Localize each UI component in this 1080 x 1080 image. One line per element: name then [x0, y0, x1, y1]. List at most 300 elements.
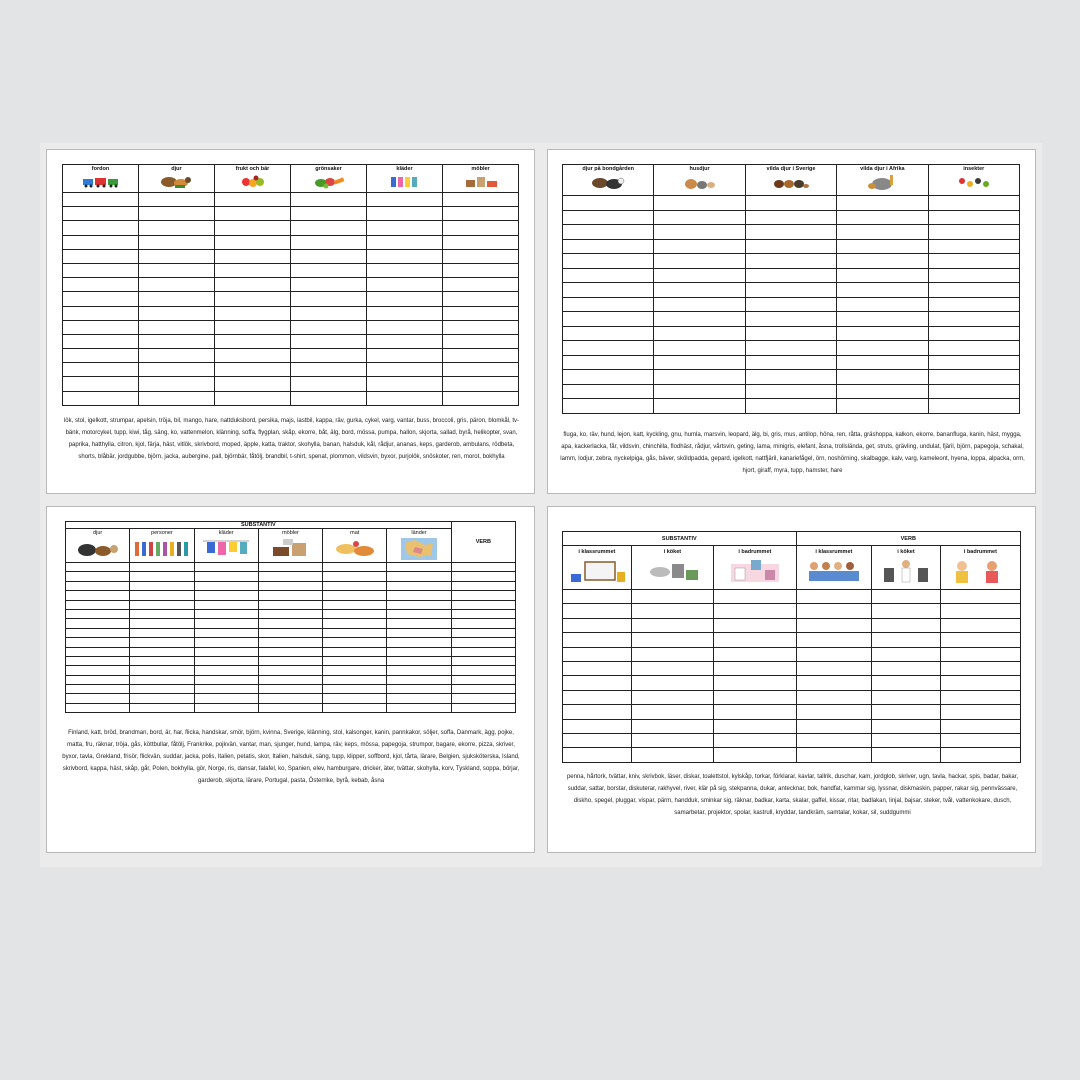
answer-cell[interactable]: [451, 703, 515, 712]
answer-cell[interactable]: [66, 638, 130, 647]
answer-cell[interactable]: [194, 647, 258, 656]
answer-cell[interactable]: [66, 666, 130, 675]
answer-cell[interactable]: [63, 349, 139, 363]
answer-cell[interactable]: [451, 647, 515, 656]
answer-cell[interactable]: [194, 581, 258, 590]
answer-cell[interactable]: [714, 590, 796, 604]
answer-cell[interactable]: [291, 349, 367, 363]
answer-cell[interactable]: [323, 600, 387, 609]
answer-cell[interactable]: [563, 210, 654, 225]
answer-cell[interactable]: [796, 690, 872, 704]
answer-cell[interactable]: [387, 600, 451, 609]
answer-cell[interactable]: [451, 694, 515, 703]
answer-cell[interactable]: [387, 675, 451, 684]
answer-cell[interactable]: [215, 263, 291, 277]
answer-cell[interactable]: [872, 618, 941, 632]
answer-cell[interactable]: [928, 239, 1019, 254]
answer-cell[interactable]: [215, 320, 291, 334]
answer-cell[interactable]: [63, 263, 139, 277]
answer-cell[interactable]: [796, 661, 872, 675]
answer-cell[interactable]: [367, 292, 443, 306]
answer-cell[interactable]: [66, 591, 130, 600]
answer-cell[interactable]: [745, 225, 836, 240]
answer-cell[interactable]: [872, 661, 941, 675]
answer-cell[interactable]: [631, 618, 713, 632]
answer-cell[interactable]: [563, 590, 632, 604]
answer-cell[interactable]: [654, 355, 745, 370]
answer-cell[interactable]: [367, 263, 443, 277]
answer-cell[interactable]: [139, 320, 215, 334]
answer-cell[interactable]: [291, 377, 367, 391]
answer-cell[interactable]: [745, 210, 836, 225]
answer-cell[interactable]: [563, 748, 632, 762]
answer-cell[interactable]: [291, 320, 367, 334]
answer-cell[interactable]: [367, 207, 443, 221]
answer-cell[interactable]: [837, 210, 928, 225]
answer-cell[interactable]: [194, 694, 258, 703]
answer-cell[interactable]: [928, 341, 1019, 356]
answer-cell[interactable]: [387, 609, 451, 618]
answer-cell[interactable]: [323, 685, 387, 694]
answer-cell[interactable]: [367, 249, 443, 263]
answer-cell[interactable]: [367, 193, 443, 207]
answer-cell[interactable]: [745, 370, 836, 385]
answer-cell[interactable]: [940, 633, 1020, 647]
answer-cell[interactable]: [323, 591, 387, 600]
answer-cell[interactable]: [631, 647, 713, 661]
answer-cell[interactable]: [745, 283, 836, 298]
answer-cell[interactable]: [215, 193, 291, 207]
answer-cell[interactable]: [451, 563, 515, 572]
answer-cell[interactable]: [323, 703, 387, 712]
answer-cell[interactable]: [631, 719, 713, 733]
answer-cell[interactable]: [323, 619, 387, 628]
answer-cell[interactable]: [291, 391, 367, 405]
answer-cell[interactable]: [66, 600, 130, 609]
answer-cell[interactable]: [367, 377, 443, 391]
answer-cell[interactable]: [139, 193, 215, 207]
answer-cell[interactable]: [215, 235, 291, 249]
answer-cell[interactable]: [796, 719, 872, 733]
answer-cell[interactable]: [563, 399, 654, 414]
answer-cell[interactable]: [654, 196, 745, 211]
answer-cell[interactable]: [443, 278, 519, 292]
answer-cell[interactable]: [194, 666, 258, 675]
answer-cell[interactable]: [714, 690, 796, 704]
answer-cell[interactable]: [563, 312, 654, 327]
answer-cell[interactable]: [928, 370, 1019, 385]
answer-cell[interactable]: [258, 638, 322, 647]
answer-cell[interactable]: [631, 590, 713, 604]
answer-cell[interactable]: [940, 590, 1020, 604]
answer-cell[interactable]: [563, 370, 654, 385]
answer-cell[interactable]: [796, 633, 872, 647]
answer-cell[interactable]: [387, 563, 451, 572]
answer-cell[interactable]: [367, 363, 443, 377]
answer-cell[interactable]: [563, 719, 632, 733]
answer-cell[interactable]: [872, 705, 941, 719]
answer-cell[interactable]: [215, 221, 291, 235]
answer-cell[interactable]: [837, 326, 928, 341]
answer-cell[interactable]: [194, 685, 258, 694]
answer-cell[interactable]: [837, 355, 928, 370]
answer-cell[interactable]: [451, 600, 515, 609]
answer-cell[interactable]: [796, 733, 872, 747]
answer-cell[interactable]: [194, 675, 258, 684]
answer-cell[interactable]: [928, 254, 1019, 269]
answer-cell[interactable]: [872, 719, 941, 733]
answer-cell[interactable]: [563, 268, 654, 283]
answer-cell[interactable]: [928, 326, 1019, 341]
answer-cell[interactable]: [130, 572, 194, 581]
answer-cell[interactable]: [291, 221, 367, 235]
answer-cell[interactable]: [796, 676, 872, 690]
answer-cell[interactable]: [443, 292, 519, 306]
answer-cell[interactable]: [291, 193, 367, 207]
answer-cell[interactable]: [563, 690, 632, 704]
answer-cell[interactable]: [194, 703, 258, 712]
answer-cell[interactable]: [940, 604, 1020, 618]
answer-cell[interactable]: [714, 733, 796, 747]
answer-cell[interactable]: [654, 239, 745, 254]
answer-cell[interactable]: [837, 225, 928, 240]
answer-cell[interactable]: [654, 268, 745, 283]
answer-cell[interactable]: [451, 685, 515, 694]
answer-cell[interactable]: [451, 656, 515, 665]
answer-cell[interactable]: [940, 661, 1020, 675]
answer-cell[interactable]: [745, 268, 836, 283]
answer-cell[interactable]: [387, 638, 451, 647]
answer-cell[interactable]: [745, 239, 836, 254]
answer-cell[interactable]: [631, 604, 713, 618]
answer-cell[interactable]: [714, 633, 796, 647]
answer-cell[interactable]: [130, 647, 194, 656]
answer-cell[interactable]: [66, 656, 130, 665]
answer-cell[interactable]: [66, 694, 130, 703]
answer-cell[interactable]: [291, 363, 367, 377]
answer-cell[interactable]: [928, 283, 1019, 298]
answer-cell[interactable]: [387, 694, 451, 703]
answer-cell[interactable]: [872, 748, 941, 762]
answer-cell[interactable]: [654, 210, 745, 225]
answer-cell[interactable]: [928, 225, 1019, 240]
answer-cell[interactable]: [63, 363, 139, 377]
answer-cell[interactable]: [796, 590, 872, 604]
answer-cell[interactable]: [194, 572, 258, 581]
answer-cell[interactable]: [139, 207, 215, 221]
answer-cell[interactable]: [443, 320, 519, 334]
answer-cell[interactable]: [130, 628, 194, 637]
answer-cell[interactable]: [837, 239, 928, 254]
answer-cell[interactable]: [443, 334, 519, 348]
answer-cell[interactable]: [215, 334, 291, 348]
answer-cell[interactable]: [367, 391, 443, 405]
answer-cell[interactable]: [63, 207, 139, 221]
answer-cell[interactable]: [837, 399, 928, 414]
answer-cell[interactable]: [443, 306, 519, 320]
answer-cell[interactable]: [258, 619, 322, 628]
answer-cell[interactable]: [194, 609, 258, 618]
answer-cell[interactable]: [563, 326, 654, 341]
answer-cell[interactable]: [563, 196, 654, 211]
answer-cell[interactable]: [745, 355, 836, 370]
answer-cell[interactable]: [258, 609, 322, 618]
answer-cell[interactable]: [66, 675, 130, 684]
answer-cell[interactable]: [130, 685, 194, 694]
answer-cell[interactable]: [451, 572, 515, 581]
answer-cell[interactable]: [443, 193, 519, 207]
answer-cell[interactable]: [872, 733, 941, 747]
answer-cell[interactable]: [631, 748, 713, 762]
answer-cell[interactable]: [631, 690, 713, 704]
answer-cell[interactable]: [63, 391, 139, 405]
answer-cell[interactable]: [323, 609, 387, 618]
answer-cell[interactable]: [139, 249, 215, 263]
answer-cell[interactable]: [194, 619, 258, 628]
answer-cell[interactable]: [563, 618, 632, 632]
answer-cell[interactable]: [139, 292, 215, 306]
answer-cell[interactable]: [654, 283, 745, 298]
answer-cell[interactable]: [258, 675, 322, 684]
answer-cell[interactable]: [796, 748, 872, 762]
answer-cell[interactable]: [872, 676, 941, 690]
answer-cell[interactable]: [745, 399, 836, 414]
answer-cell[interactable]: [139, 391, 215, 405]
answer-cell[interactable]: [323, 572, 387, 581]
answer-cell[interactable]: [654, 370, 745, 385]
answer-cell[interactable]: [387, 619, 451, 628]
answer-cell[interactable]: [631, 733, 713, 747]
answer-cell[interactable]: [323, 563, 387, 572]
answer-cell[interactable]: [139, 235, 215, 249]
answer-cell[interactable]: [130, 591, 194, 600]
answer-cell[interactable]: [130, 694, 194, 703]
answer-cell[interactable]: [130, 619, 194, 628]
answer-cell[interactable]: [66, 572, 130, 581]
answer-cell[interactable]: [796, 618, 872, 632]
answer-cell[interactable]: [215, 278, 291, 292]
answer-cell[interactable]: [387, 656, 451, 665]
answer-cell[interactable]: [130, 666, 194, 675]
answer-cell[interactable]: [443, 207, 519, 221]
answer-cell[interactable]: [291, 249, 367, 263]
answer-cell[interactable]: [928, 196, 1019, 211]
answer-cell[interactable]: [258, 647, 322, 656]
answer-cell[interactable]: [563, 239, 654, 254]
answer-cell[interactable]: [194, 591, 258, 600]
answer-cell[interactable]: [258, 572, 322, 581]
answer-cell[interactable]: [258, 656, 322, 665]
answer-cell[interactable]: [387, 628, 451, 637]
answer-cell[interactable]: [928, 312, 1019, 327]
answer-cell[interactable]: [139, 349, 215, 363]
answer-cell[interactable]: [194, 628, 258, 637]
answer-cell[interactable]: [443, 263, 519, 277]
answer-cell[interactable]: [563, 733, 632, 747]
answer-cell[interactable]: [215, 306, 291, 320]
answer-cell[interactable]: [837, 283, 928, 298]
answer-cell[interactable]: [323, 666, 387, 675]
answer-cell[interactable]: [872, 647, 941, 661]
answer-cell[interactable]: [837, 312, 928, 327]
answer-cell[interactable]: [66, 563, 130, 572]
answer-cell[interactable]: [631, 676, 713, 690]
answer-cell[interactable]: [367, 349, 443, 363]
answer-cell[interactable]: [367, 221, 443, 235]
answer-cell[interactable]: [66, 685, 130, 694]
answer-cell[interactable]: [451, 581, 515, 590]
answer-cell[interactable]: [215, 391, 291, 405]
answer-cell[interactable]: [443, 391, 519, 405]
answer-cell[interactable]: [323, 675, 387, 684]
answer-cell[interactable]: [139, 377, 215, 391]
answer-cell[interactable]: [387, 685, 451, 694]
answer-cell[interactable]: [63, 235, 139, 249]
answer-cell[interactable]: [563, 341, 654, 356]
answer-cell[interactable]: [258, 666, 322, 675]
answer-cell[interactable]: [443, 235, 519, 249]
answer-cell[interactable]: [130, 638, 194, 647]
answer-cell[interactable]: [130, 703, 194, 712]
answer-cell[interactable]: [367, 278, 443, 292]
answer-cell[interactable]: [451, 609, 515, 618]
answer-cell[interactable]: [714, 705, 796, 719]
answer-cell[interactable]: [130, 675, 194, 684]
answer-cell[interactable]: [654, 399, 745, 414]
answer-cell[interactable]: [745, 384, 836, 399]
answer-cell[interactable]: [215, 249, 291, 263]
answer-cell[interactable]: [940, 647, 1020, 661]
answer-cell[interactable]: [367, 334, 443, 348]
answer-cell[interactable]: [563, 254, 654, 269]
answer-cell[interactable]: [387, 591, 451, 600]
answer-cell[interactable]: [443, 363, 519, 377]
answer-cell[interactable]: [745, 254, 836, 269]
answer-cell[interactable]: [654, 312, 745, 327]
answer-cell[interactable]: [654, 326, 745, 341]
answer-cell[interactable]: [63, 221, 139, 235]
answer-cell[interactable]: [291, 263, 367, 277]
answer-cell[interactable]: [563, 676, 632, 690]
answer-cell[interactable]: [66, 581, 130, 590]
answer-cell[interactable]: [745, 312, 836, 327]
answer-cell[interactable]: [563, 225, 654, 240]
answer-cell[interactable]: [654, 384, 745, 399]
answer-cell[interactable]: [291, 207, 367, 221]
answer-cell[interactable]: [66, 647, 130, 656]
answer-cell[interactable]: [63, 292, 139, 306]
answer-cell[interactable]: [387, 666, 451, 675]
answer-cell[interactable]: [66, 703, 130, 712]
answer-cell[interactable]: [130, 563, 194, 572]
answer-cell[interactable]: [323, 628, 387, 637]
answer-cell[interactable]: [63, 278, 139, 292]
answer-cell[interactable]: [291, 235, 367, 249]
answer-cell[interactable]: [837, 370, 928, 385]
answer-cell[interactable]: [631, 633, 713, 647]
answer-cell[interactable]: [837, 341, 928, 356]
answer-cell[interactable]: [130, 600, 194, 609]
answer-cell[interactable]: [745, 326, 836, 341]
answer-cell[interactable]: [654, 297, 745, 312]
answer-cell[interactable]: [443, 221, 519, 235]
answer-cell[interactable]: [563, 283, 654, 298]
answer-cell[interactable]: [130, 581, 194, 590]
answer-cell[interactable]: [215, 292, 291, 306]
answer-cell[interactable]: [291, 306, 367, 320]
answer-cell[interactable]: [563, 604, 632, 618]
answer-cell[interactable]: [323, 656, 387, 665]
answer-cell[interactable]: [291, 292, 367, 306]
answer-cell[interactable]: [139, 306, 215, 320]
answer-cell[interactable]: [745, 341, 836, 356]
answer-cell[interactable]: [837, 268, 928, 283]
answer-cell[interactable]: [258, 563, 322, 572]
answer-cell[interactable]: [291, 278, 367, 292]
answer-cell[interactable]: [451, 675, 515, 684]
answer-cell[interactable]: [714, 661, 796, 675]
answer-cell[interactable]: [563, 297, 654, 312]
answer-cell[interactable]: [63, 193, 139, 207]
answer-cell[interactable]: [631, 661, 713, 675]
answer-cell[interactable]: [872, 604, 941, 618]
answer-cell[interactable]: [387, 703, 451, 712]
answer-cell[interactable]: [130, 609, 194, 618]
answer-cell[interactable]: [714, 618, 796, 632]
answer-cell[interactable]: [258, 591, 322, 600]
answer-cell[interactable]: [451, 628, 515, 637]
answer-cell[interactable]: [443, 249, 519, 263]
answer-cell[interactable]: [654, 254, 745, 269]
answer-cell[interactable]: [215, 377, 291, 391]
answer-cell[interactable]: [872, 590, 941, 604]
answer-cell[interactable]: [837, 384, 928, 399]
answer-cell[interactable]: [291, 334, 367, 348]
answer-cell[interactable]: [367, 235, 443, 249]
answer-cell[interactable]: [940, 690, 1020, 704]
answer-cell[interactable]: [837, 297, 928, 312]
answer-cell[interactable]: [940, 705, 1020, 719]
answer-cell[interactable]: [258, 600, 322, 609]
answer-cell[interactable]: [323, 647, 387, 656]
answer-cell[interactable]: [563, 355, 654, 370]
answer-cell[interactable]: [940, 733, 1020, 747]
answer-cell[interactable]: [63, 320, 139, 334]
answer-cell[interactable]: [563, 647, 632, 661]
answer-cell[interactable]: [139, 263, 215, 277]
answer-cell[interactable]: [387, 572, 451, 581]
answer-cell[interactable]: [323, 581, 387, 590]
answer-cell[interactable]: [940, 748, 1020, 762]
answer-cell[interactable]: [563, 384, 654, 399]
answer-cell[interactable]: [215, 207, 291, 221]
answer-cell[interactable]: [631, 705, 713, 719]
answer-cell[interactable]: [451, 619, 515, 628]
answer-cell[interactable]: [130, 656, 194, 665]
answer-cell[interactable]: [451, 666, 515, 675]
answer-cell[interactable]: [837, 254, 928, 269]
answer-cell[interactable]: [387, 581, 451, 590]
answer-cell[interactable]: [323, 694, 387, 703]
answer-cell[interactable]: [451, 638, 515, 647]
answer-cell[interactable]: [258, 581, 322, 590]
answer-cell[interactable]: [563, 661, 632, 675]
answer-cell[interactable]: [367, 306, 443, 320]
answer-cell[interactable]: [714, 676, 796, 690]
answer-cell[interactable]: [745, 196, 836, 211]
answer-cell[interactable]: [63, 377, 139, 391]
answer-cell[interactable]: [66, 609, 130, 618]
